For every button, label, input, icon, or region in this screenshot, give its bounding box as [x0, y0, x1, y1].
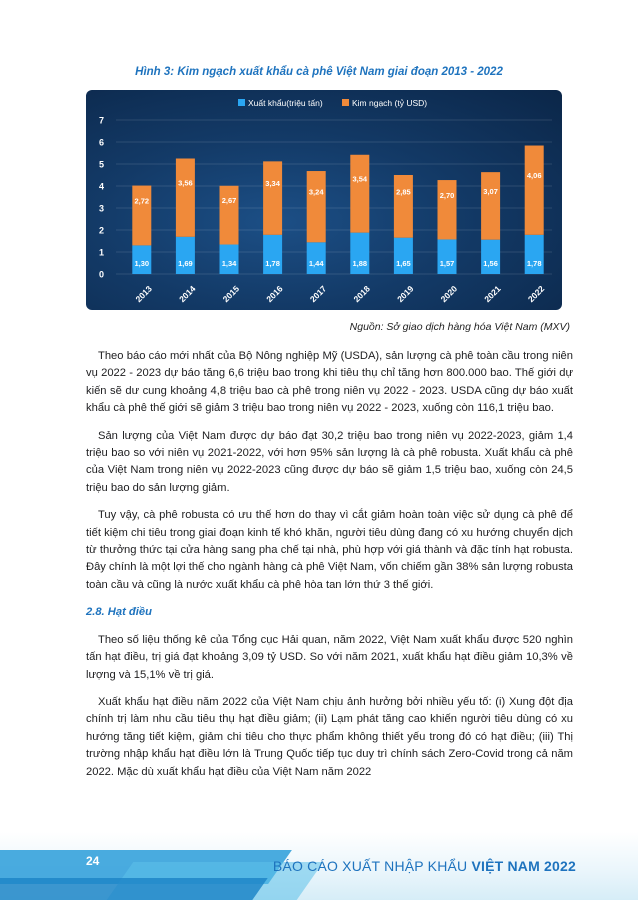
paragraph: Theo số liệu thống kê của Tổng cục Hải quan, năm 2022, Việt Nam xuất khẩu được 520 nghìn tấn hạt điều, trị giá đạt khoảng 3,09 tỷ USD. So với năm 2021, xuất khẩu hạt điều giảm 10,3% về lượng và 15,1% về trị giá.: [86, 633, 573, 681]
x-tick-label: 2017: [307, 283, 329, 305]
coffee-export-chart: [86, 90, 562, 310]
legend-label: Xuất khẩu(triệu tấn): [248, 98, 323, 108]
paragraph: Tuy vậy, cà phê robusta có ưu thế hơn do thay vì cắt giảm hoàn toàn việc sử dụng cà phê để tiết kiệm chi tiêu trong giai đoạn kinh tế khó khăn, người tiêu dùng đang có xu hướng chuyển dịch từ thưởng thức tại cửa hàng sang pha chế tại nhà, phù hợp với giá thành và đặc tính hạt robusta. Đây chính là một lợi thế cho ngành hàng cà phê Việt Nam, vốn chiếm gần 38% sản lượng robusta toàn cầu và cũng là nước xuất khẩu cà phê hòa tan lớn thứ 3 thế giới.: [86, 509, 573, 591]
bar-export-value: [220, 186, 239, 245]
paragraph: Xuất khẩu hạt điều năm 2022 của Việt Nam chịu ảnh hưởng bởi nhiều yếu tố: (i) Xung đột địa chính trị làm nhu cầu tiêu thụ hạt điều giảm; (ii) Lạm phát tăng cao khiến người tiêu dùng có xu hướng tăng tiết kiệm, giảm chi tiêu cho thực phẩm không thiết yếu trong đó có hạt điều; (iii) Thị trường nhập khẩu hạt điều lớn là Trung Quốc tiếp tục duy trì chính sách Zero-Covid trong cả năm 2022. Mặc dù xuất khẩu hạt điều của Việt Nam năm 2022: [86, 695, 573, 778]
data-label: 1,34: [221, 259, 237, 268]
report-title: [273, 858, 576, 874]
bar-export-value: [438, 180, 457, 239]
page-number: 24: [86, 854, 100, 868]
x-tick-label: 2021: [482, 283, 503, 305]
data-label: 2,67: [221, 196, 237, 206]
data-label: 2,85: [396, 187, 411, 197]
paragraph: Sản lượng của Việt Nam được dự báo đạt 30,2 triệu bao trong niên vụ 2022-2023, giảm 1,4 triệu bao so với niên vụ 2021-2022, với hơn 95% sản lượng là cà phê robusta. Xuất khẩu cà phê của Việt Nam trong niên vụ 2022-2023 cũng được dự báo sẽ giảm 1,5 triệu bao, xuống còn 24,5 triệu bao do sản lượng giảm.: [86, 429, 573, 494]
bar-export-volume: [525, 235, 544, 274]
bar-export-value: [350, 155, 369, 233]
y-tick-label: 3: [98, 203, 104, 214]
legend-swatch: [342, 99, 349, 106]
data-label: 2,70: [439, 190, 455, 200]
data-label: 1,88: [352, 259, 368, 268]
bar-export-value: [394, 175, 413, 238]
bar-export-volume: [481, 240, 500, 274]
data-label: 3,54: [352, 174, 368, 184]
bar-export-value: [132, 186, 151, 246]
body-text: [86, 348, 573, 791]
bar-export-value: [263, 161, 282, 234]
y-tick-label: 7: [98, 115, 104, 126]
data-label: 3,56: [178, 178, 193, 188]
x-tick-label: 2013: [133, 283, 154, 305]
x-tick-label: 2019: [395, 283, 416, 305]
data-label: 3,34: [265, 179, 280, 189]
data-label: 4,06: [526, 171, 542, 181]
bar-export-volume: [263, 235, 282, 274]
x-tick-label: 2015: [220, 283, 242, 305]
figure-title: Hình 3: Kim ngạch xuất khẩu cà phê Việt Nam giai đoạn 2013 - 2022: [135, 66, 503, 78]
bar-export-volume: [176, 237, 195, 274]
data-label: 3,07: [483, 186, 498, 196]
data-label: 1,69: [178, 259, 193, 268]
x-tick-label: 2016: [264, 283, 285, 305]
paragraph: Theo báo cáo mới nhất của Bộ Nông nghiệp Mỹ (USDA), sản lượng cà phê toàn cầu trong niên vụ 2022 - 2023 dự báo tăng 6,6 triệu bao trong khi tiêu thụ chỉ tăng hơn 800.000 bao. Thế giới dự kiến sẽ dư cung khoảng 4,8 triệu bao cà phê trong niên vụ 2022 - 2023. USDA cũng dự báo xuất khẩu cà phê thế giới sẽ giảm 3 triệu bao trong niên vụ 2022 - 2023, xuống còn 116,1 triệu bao.: [86, 350, 573, 415]
y-tick-label: 6: [98, 137, 104, 148]
bar-export-value: [307, 171, 326, 242]
y-tick-label: 1: [98, 247, 104, 258]
x-tick-label: 2020: [438, 283, 460, 305]
data-label: 1,57: [439, 259, 455, 268]
data-label: 1,44: [308, 259, 324, 268]
y-tick-label: 0: [98, 269, 104, 280]
bar-export-value: [176, 159, 195, 237]
footer-decor-band: [0, 878, 268, 900]
x-tick-label: 2018: [351, 283, 372, 305]
data-label: 1,78: [526, 259, 542, 268]
y-tick-label: 4: [98, 181, 104, 192]
report-title-prefix: BÁO CÁO XUẤT NHẬP KHẨU: [272, 858, 468, 874]
bar-export-value: [525, 146, 544, 235]
figure-source: Nguồn: Sở giao dịch hàng hóa Việt Nam (MXV): [349, 321, 570, 333]
data-label: 1,65: [396, 259, 411, 268]
bar-export-volume: [394, 238, 413, 274]
data-label: 1,56: [483, 259, 498, 268]
page-footer: [0, 832, 638, 900]
bar-export-value: [481, 172, 500, 240]
report-title-bold: VIỆT NAM 2022: [471, 858, 576, 874]
x-tick-label: 2014: [177, 283, 198, 305]
legend-swatch: [238, 99, 245, 106]
data-label: 2,72: [134, 196, 150, 206]
section-heading: 2.8. Hạt điều: [86, 606, 152, 619]
data-label: 1,78: [265, 259, 280, 268]
data-label: 3,24: [308, 187, 324, 197]
y-tick-label: 2: [98, 225, 104, 236]
bar-export-volume: [438, 239, 457, 274]
legend-label: Kim ngạch (tỷ USD): [352, 98, 428, 108]
data-label: 1,30: [134, 259, 150, 268]
y-tick-label: 5: [98, 159, 104, 170]
x-tick-label: 2022: [525, 283, 547, 305]
